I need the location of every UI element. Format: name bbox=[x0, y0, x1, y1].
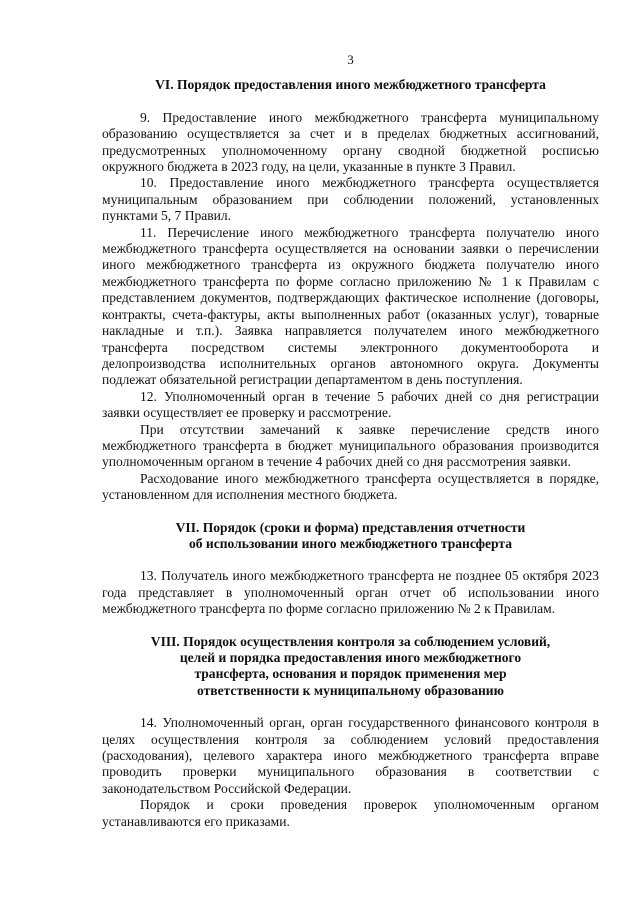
section-8-heading-line: VIII. Порядок осуществления контроля за соблюдением условий, bbox=[150, 633, 551, 649]
paragraph-14: 14. Уполномоченный орган, орган государственного финансового контроля в целях осуществления контроля за соблюдением условий предоставления (расходования), целевого характера иного межбюджетного трансферта вправе проводить проверки муниципального образования в соответствии с законодательством Российской Федерации. bbox=[102, 715, 599, 796]
section-7-heading bbox=[102, 520, 599, 553]
section-7-heading-line: об использовании иного межбюджетного трансферта bbox=[188, 535, 513, 551]
paragraph-12-transfer: При отсутствии замечаний к заявке перечисление средств иного межбюджетного трансферта в бюджет муниципального образования производится уполномоченным органом в течение 4 рабочих дней со дня рассмотрения заявки. bbox=[102, 421, 599, 470]
paragraph-9: 9. Предоставление иного межбюджетного трансферта муниципальному образованию осуществляется за счет и в пределах бюджетных ассигнований, предусмотренных уполномоченному органу сводной бюджетной росписью окружного бюджета в 2023 году, на цели, указанные в пункте 3 Правил. bbox=[102, 109, 599, 175]
section-8-heading-line: ответственности к муниципальному образованию bbox=[197, 682, 504, 698]
paragraph-12-spending: Расходование иного межбюджетного трансферта осуществляется в порядке, установленном для исполнения местного бюджета. bbox=[102, 470, 599, 503]
paragraph-11: 11. Перечисление иного межбюджетного трансферта получателю иного межбюджетного трансферта осуществляется на основании заявки о перечислении иного межбюджетного трансферта из окружного бюджета получателю иного межбюджетного трансферта по форме согласно приложению № 1 к Правилам с представлением документов, подтверждающих фактическое исполнение (договоры, контракты, счета-фактуры, акты выполненных работ (оказанных услуг), товарные накладные и т.п.). Заявка направляется получателем иного межбюджетного трансферта посредством системы электронного документооборота и делопроизводства исполнительных органов автономного округа. Документы подлежат обязательной регистрации департаментом в день поступления. bbox=[102, 224, 599, 388]
section-8-heading-line: целей и порядка предоставления иного межбюджетного bbox=[179, 650, 522, 665]
paragraph-10: 10. Предоставление иного межбюджетного трансферта осуществляется муниципальным образованием при соблюдении положений, установленных пунктами 5, 7 Правил. bbox=[102, 175, 599, 224]
document-page bbox=[102, 52, 599, 830]
paragraph-12: 12. Уполномоченный орган в течение 5 рабочих дней со дня регистрации заявки осуществляет ее проверку и рассмотрение. bbox=[102, 388, 599, 421]
section-6-heading: VI. Порядок предоставления иного межбюджетного трансферта bbox=[155, 77, 546, 93]
paragraph-14-procedure: Порядок и сроки проведения проверок уполномоченным органом устанавливаются его приказами. bbox=[102, 797, 599, 829]
section-8-heading-line: трансферта, основания и порядок применения мер bbox=[194, 666, 507, 682]
page-number: 3 bbox=[347, 52, 354, 67]
section-8-heading bbox=[102, 634, 599, 700]
section-7-heading-line: VII. Порядок (сроки и форма) представления отчетности bbox=[175, 519, 526, 535]
paragraph-13: 13. Получатель иного межбюджетного трансферта не позднее 05 октября 2023 года представляет в уполномоченный орган отчет об использовании иного межбюджетного трансферта по форме согласно приложению № 2 к Правилам. bbox=[102, 568, 599, 617]
